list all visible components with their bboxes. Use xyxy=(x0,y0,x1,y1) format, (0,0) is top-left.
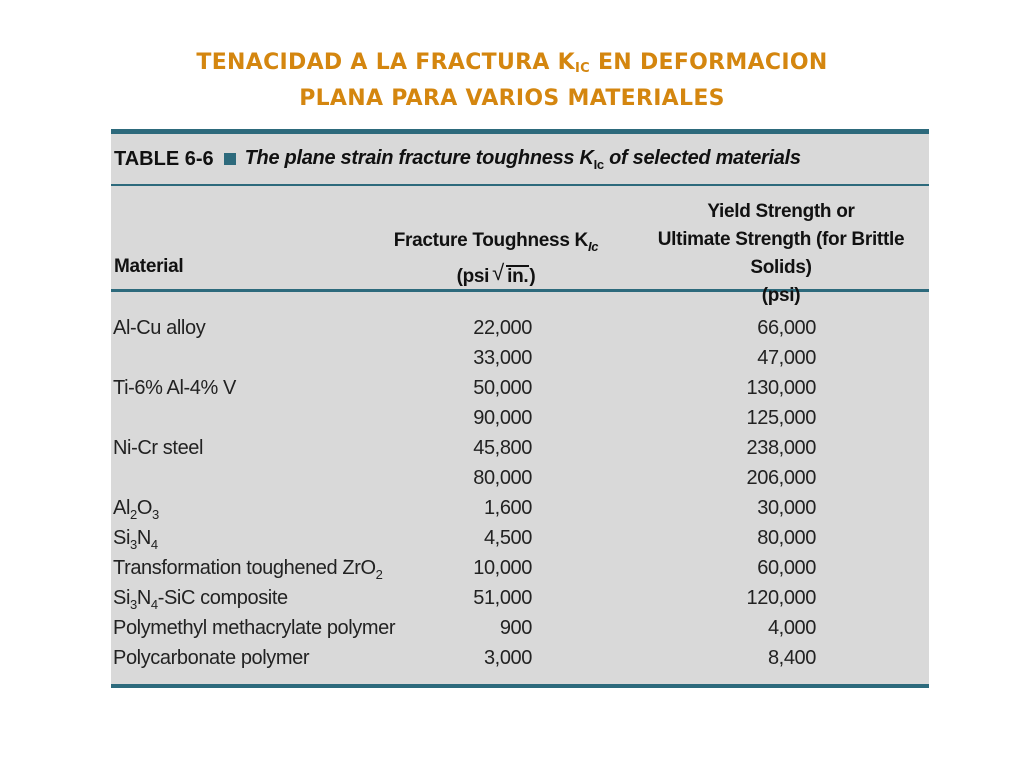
table-row xyxy=(111,463,929,493)
cell-fracture-toughness: 50,000 xyxy=(473,377,532,399)
cell-yield-strength: 66,000 xyxy=(757,317,816,339)
cell-yield-strength: 47,000 xyxy=(757,347,816,369)
cell-material: $Si_3N_4$-SiC composite xyxy=(113,587,288,612)
cell-material: $Al_2O_3$ xyxy=(113,497,159,522)
slide-title-line1: TENACIDAD A LA FRACTURA $K_{IC}$ EN DEFORMACION xyxy=(196,50,828,76)
cell-fracture-toughness: 22,000 xyxy=(473,317,532,339)
cell-fracture-toughness: 90,000 xyxy=(473,407,532,429)
cell-fracture-toughness: 4,500 xyxy=(483,527,532,549)
cell-yield-strength: 30,000 xyxy=(757,497,816,519)
cell-material: Al-Cu alloy xyxy=(113,317,206,339)
cell-material: Polycarbonate polymer xyxy=(113,647,310,669)
table-row xyxy=(111,643,929,673)
cell-material: $Si_3N_4$ xyxy=(113,527,158,552)
table-body xyxy=(111,313,929,673)
cell-yield-strength: 4,000 xyxy=(767,617,816,639)
square-root-icon: √ in. xyxy=(506,265,529,287)
table-caption-text: The plane strain fracture toughness $K_{Ic}$ of selected materials xyxy=(244,146,801,172)
cell-yield-strength: 206,000 xyxy=(746,467,816,489)
table-label: TABLE 6-6 xyxy=(114,147,214,170)
cell-yield-strength: 60,000 xyxy=(757,557,816,579)
table-row xyxy=(111,613,929,643)
table-row xyxy=(111,433,929,463)
header-fracture-toughness: Fracture Toughness $K_{Ic}$ (psi √ in.) xyxy=(381,226,611,292)
cell-yield-strength: 238,000 xyxy=(746,437,816,459)
cell-fracture-toughness: 33,000 xyxy=(473,347,532,369)
cell-material: Ni-Cr steel xyxy=(113,437,204,459)
table-header xyxy=(111,186,929,306)
cell-fracture-toughness: 1,600 xyxy=(483,497,532,519)
slide-title-line2: PLANA PARA VARIOS MATERIALES xyxy=(299,86,725,111)
cell-yield-strength: 80,000 xyxy=(757,527,816,549)
cell-fracture-toughness: 51,000 xyxy=(473,587,532,609)
fracture-toughness-table xyxy=(111,129,929,688)
cell-yield-strength: 125,000 xyxy=(746,407,816,429)
header-yield-strength: Yield Strength or Ultimate Strength (for Brittle Solids) (psi) xyxy=(657,201,905,306)
table-row xyxy=(111,403,929,433)
cell-yield-strength: 130,000 xyxy=(746,377,816,399)
cell-fracture-toughness: 45,800 xyxy=(473,437,532,459)
table-row xyxy=(111,553,929,583)
header-material: Material xyxy=(114,256,184,277)
cell-yield-strength: 120,000 xyxy=(746,587,816,609)
table-row xyxy=(111,313,929,343)
table-row xyxy=(111,373,929,403)
cell-material: Polymethyl methacrylate polymer xyxy=(113,617,396,639)
table-row xyxy=(111,523,929,553)
cell-material: Transformation toughened ZrO$_2$ xyxy=(113,557,383,582)
cell-fracture-toughness: 3,000 xyxy=(483,647,532,669)
table-caption xyxy=(111,134,929,186)
square-bullet-icon xyxy=(224,153,236,165)
table-row xyxy=(111,343,929,373)
table-row xyxy=(111,583,929,613)
slide-title xyxy=(0,48,1024,114)
cell-fracture-toughness: 900 xyxy=(499,617,532,639)
cell-fracture-toughness: 80,000 xyxy=(473,467,532,489)
cell-fracture-toughness: 10,000 xyxy=(473,557,532,579)
cell-material: Ti-6% Al-4% V xyxy=(113,377,236,399)
cell-yield-strength: 8,400 xyxy=(767,647,816,669)
table-row xyxy=(111,493,929,523)
